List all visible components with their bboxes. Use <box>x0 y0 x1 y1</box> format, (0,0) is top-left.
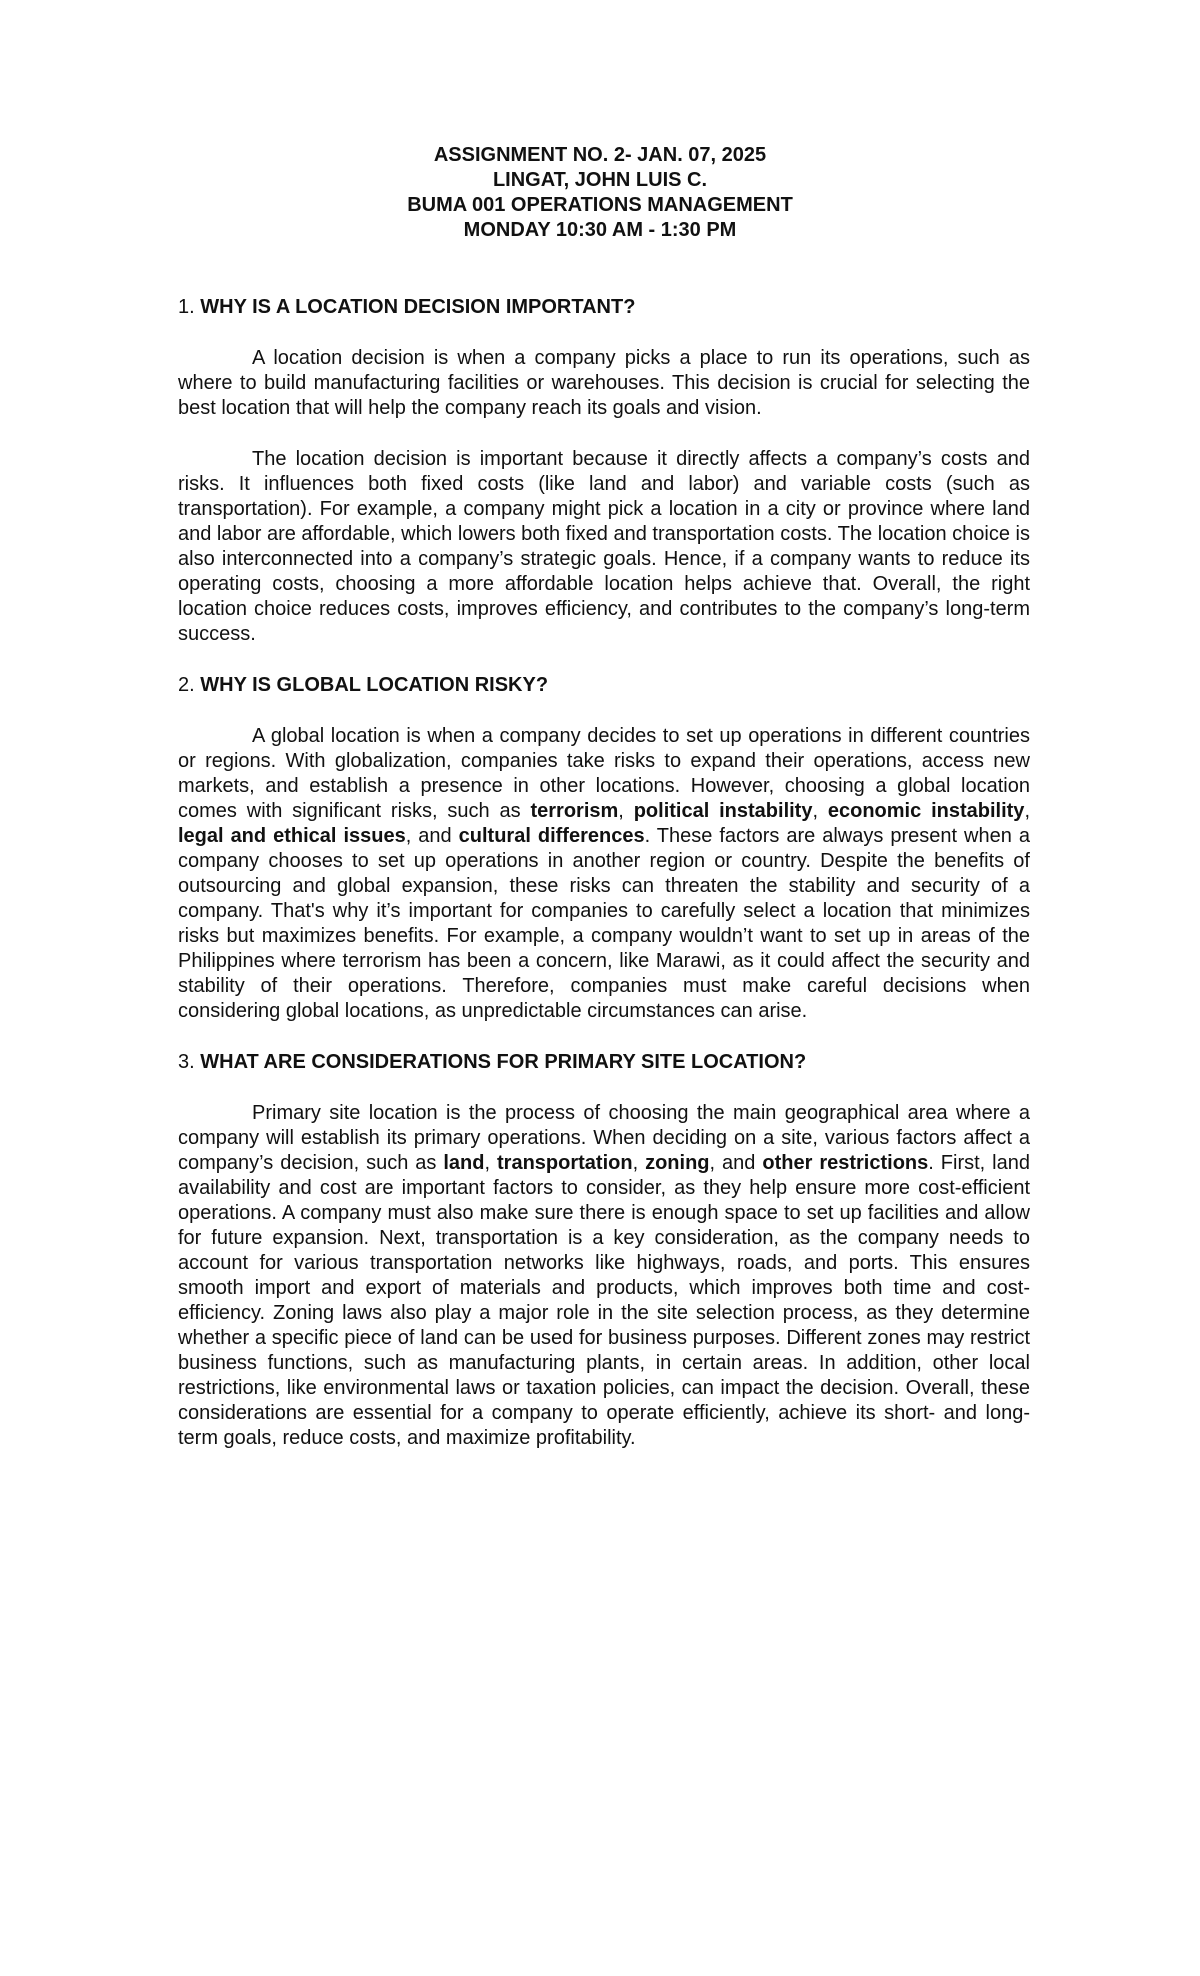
q2-bold-terrorism: terrorism <box>530 800 619 822</box>
q2-bold-legal-ethical-issues: legal and ethical issues <box>178 825 406 847</box>
q2-sep-4: , and <box>405 825 459 847</box>
document-header <box>0 143 1200 243</box>
question-1-heading <box>178 295 1030 320</box>
q2-bold-political-instability: political instability <box>633 800 813 822</box>
question-1-title: WHY IS A LOCATION DECISION IMPORTANT? <box>200 296 636 318</box>
q2-sep-1: , <box>618 800 634 822</box>
q2-text-a: A global location is when a company decides to set up operations in different countries or regions. With globalization, companies take risks to expand their operations, access new markets, and establish a presence in other locations. However, choosing a global location comes with significant risks, such as <box>178 725 1030 822</box>
assignment-line: ASSIGNMENT NO. 2- JAN. 07, 2025 <box>433 144 767 166</box>
q3-sep-3: , and <box>709 1152 763 1174</box>
q3-bold-transportation: transportation <box>497 1152 633 1174</box>
question-2-heading <box>178 673 1030 698</box>
q3-text-a: Primary site location is the process of choosing the main geographical area where a company will establish its primary operations. When deciding on a site, various factors affect a company’s decision, such as <box>178 1102 1030 1174</box>
q2-text-b: . These factors are always present when a company chooses to set up operations in another region or country. Despite the benefits of outsourcing and global expansion, these risks can threaten the stability and security of a company. That's why it’s important for companies to carefully select a location that minimizes risks but maximizes benefits. For example, a company wouldn’t want to set up in areas of the Philippines where terrorism has been a concern, like Marawi, as it could affect the security and stability of their operations. Therefore, companies must make careful decisions when considering global locations, as unpredictable circumstances can arise. <box>178 825 1030 1022</box>
q3-bold-zoning: zoning <box>645 1152 710 1174</box>
question-1-paragraph-1: A location decision is when a company picks a place to run its operations, such as where to build manufacturing facilities or warehouses. This decision is crucial for selecting the best location that will help the company reach its goals and vision. <box>178 347 1030 419</box>
question-3-paragraph <box>178 1101 1030 1451</box>
q2-bold-economic-instability: economic instability <box>827 800 1025 822</box>
q3-bold-other-restrictions: other restrictions <box>762 1152 929 1174</box>
q3-text-b: . First, land availability and cost are important factors to consider, as they help ensure more cost-efficient operations. A company must also make sure there is enough space to set up facilities and allow for future expansion. Next, transportation is a key consideration, as the company needs to account for various transportation networks like highways, roads, and ports. This ensures smooth import and export of materials and products, which improves both time and cost-efficiency. Zoning laws also play a major role in the site selection process, as they determine whether a specific piece of land can be used for business purposes. Different zones may restrict business functions, such as manufacturing plants, in certain areas. In addition, other local restrictions, like environmental laws or taxation policies, can impact the decision. Overall, these considerations are essential for a company to operate efficiently, achieve its short- and long-term goals, reduce costs, and maximize profitability. <box>178 1152 1030 1449</box>
question-3-heading <box>178 1050 1030 1075</box>
question-2-paragraph <box>178 724 1030 1024</box>
document-body <box>178 295 1030 1477</box>
q2-bold-cultural-differences: cultural differences <box>458 825 645 847</box>
question-1-paragraph-2: The location decision is important because it directly affects a company’s costs and risks. It influences both fixed costs (like land and labor) and variable costs (such as transportation). For example, a company might pick a location in a city or province where land and labor are affordable, which lowers both fixed and transportation costs. The location choice is also interconnected into a company’s strategic goals. Hence, if a company wants to reduce its operating costs, choosing a more affordable location helps achieve that. Overall, the right location choice reduces costs, improves efficiency, and contributes to the company’s long-term success. <box>178 448 1030 645</box>
q3-bold-land: land <box>443 1152 485 1174</box>
question-3-title: WHAT ARE CONSIDERATIONS FOR PRIMARY SITE LOCATION? <box>200 1051 807 1073</box>
question-2-number: 2. <box>178 674 195 696</box>
question-2-title: WHY IS GLOBAL LOCATION RISKY? <box>200 674 549 696</box>
q3-sep-2: , <box>632 1152 646 1174</box>
question-3-number: 3. <box>178 1051 195 1073</box>
student-name: LINGAT, JOHN LUIS C. <box>492 169 708 191</box>
question-1-number: 1. <box>178 296 195 318</box>
course-line: BUMA 001 OPERATIONS MANAGEMENT <box>407 194 793 216</box>
q2-sep-3: , <box>1024 800 1030 822</box>
q2-sep-2: , <box>812 800 828 822</box>
q3-sep-1: , <box>484 1152 498 1174</box>
schedule-line: MONDAY 10:30 AM - 1:30 PM <box>463 219 737 241</box>
